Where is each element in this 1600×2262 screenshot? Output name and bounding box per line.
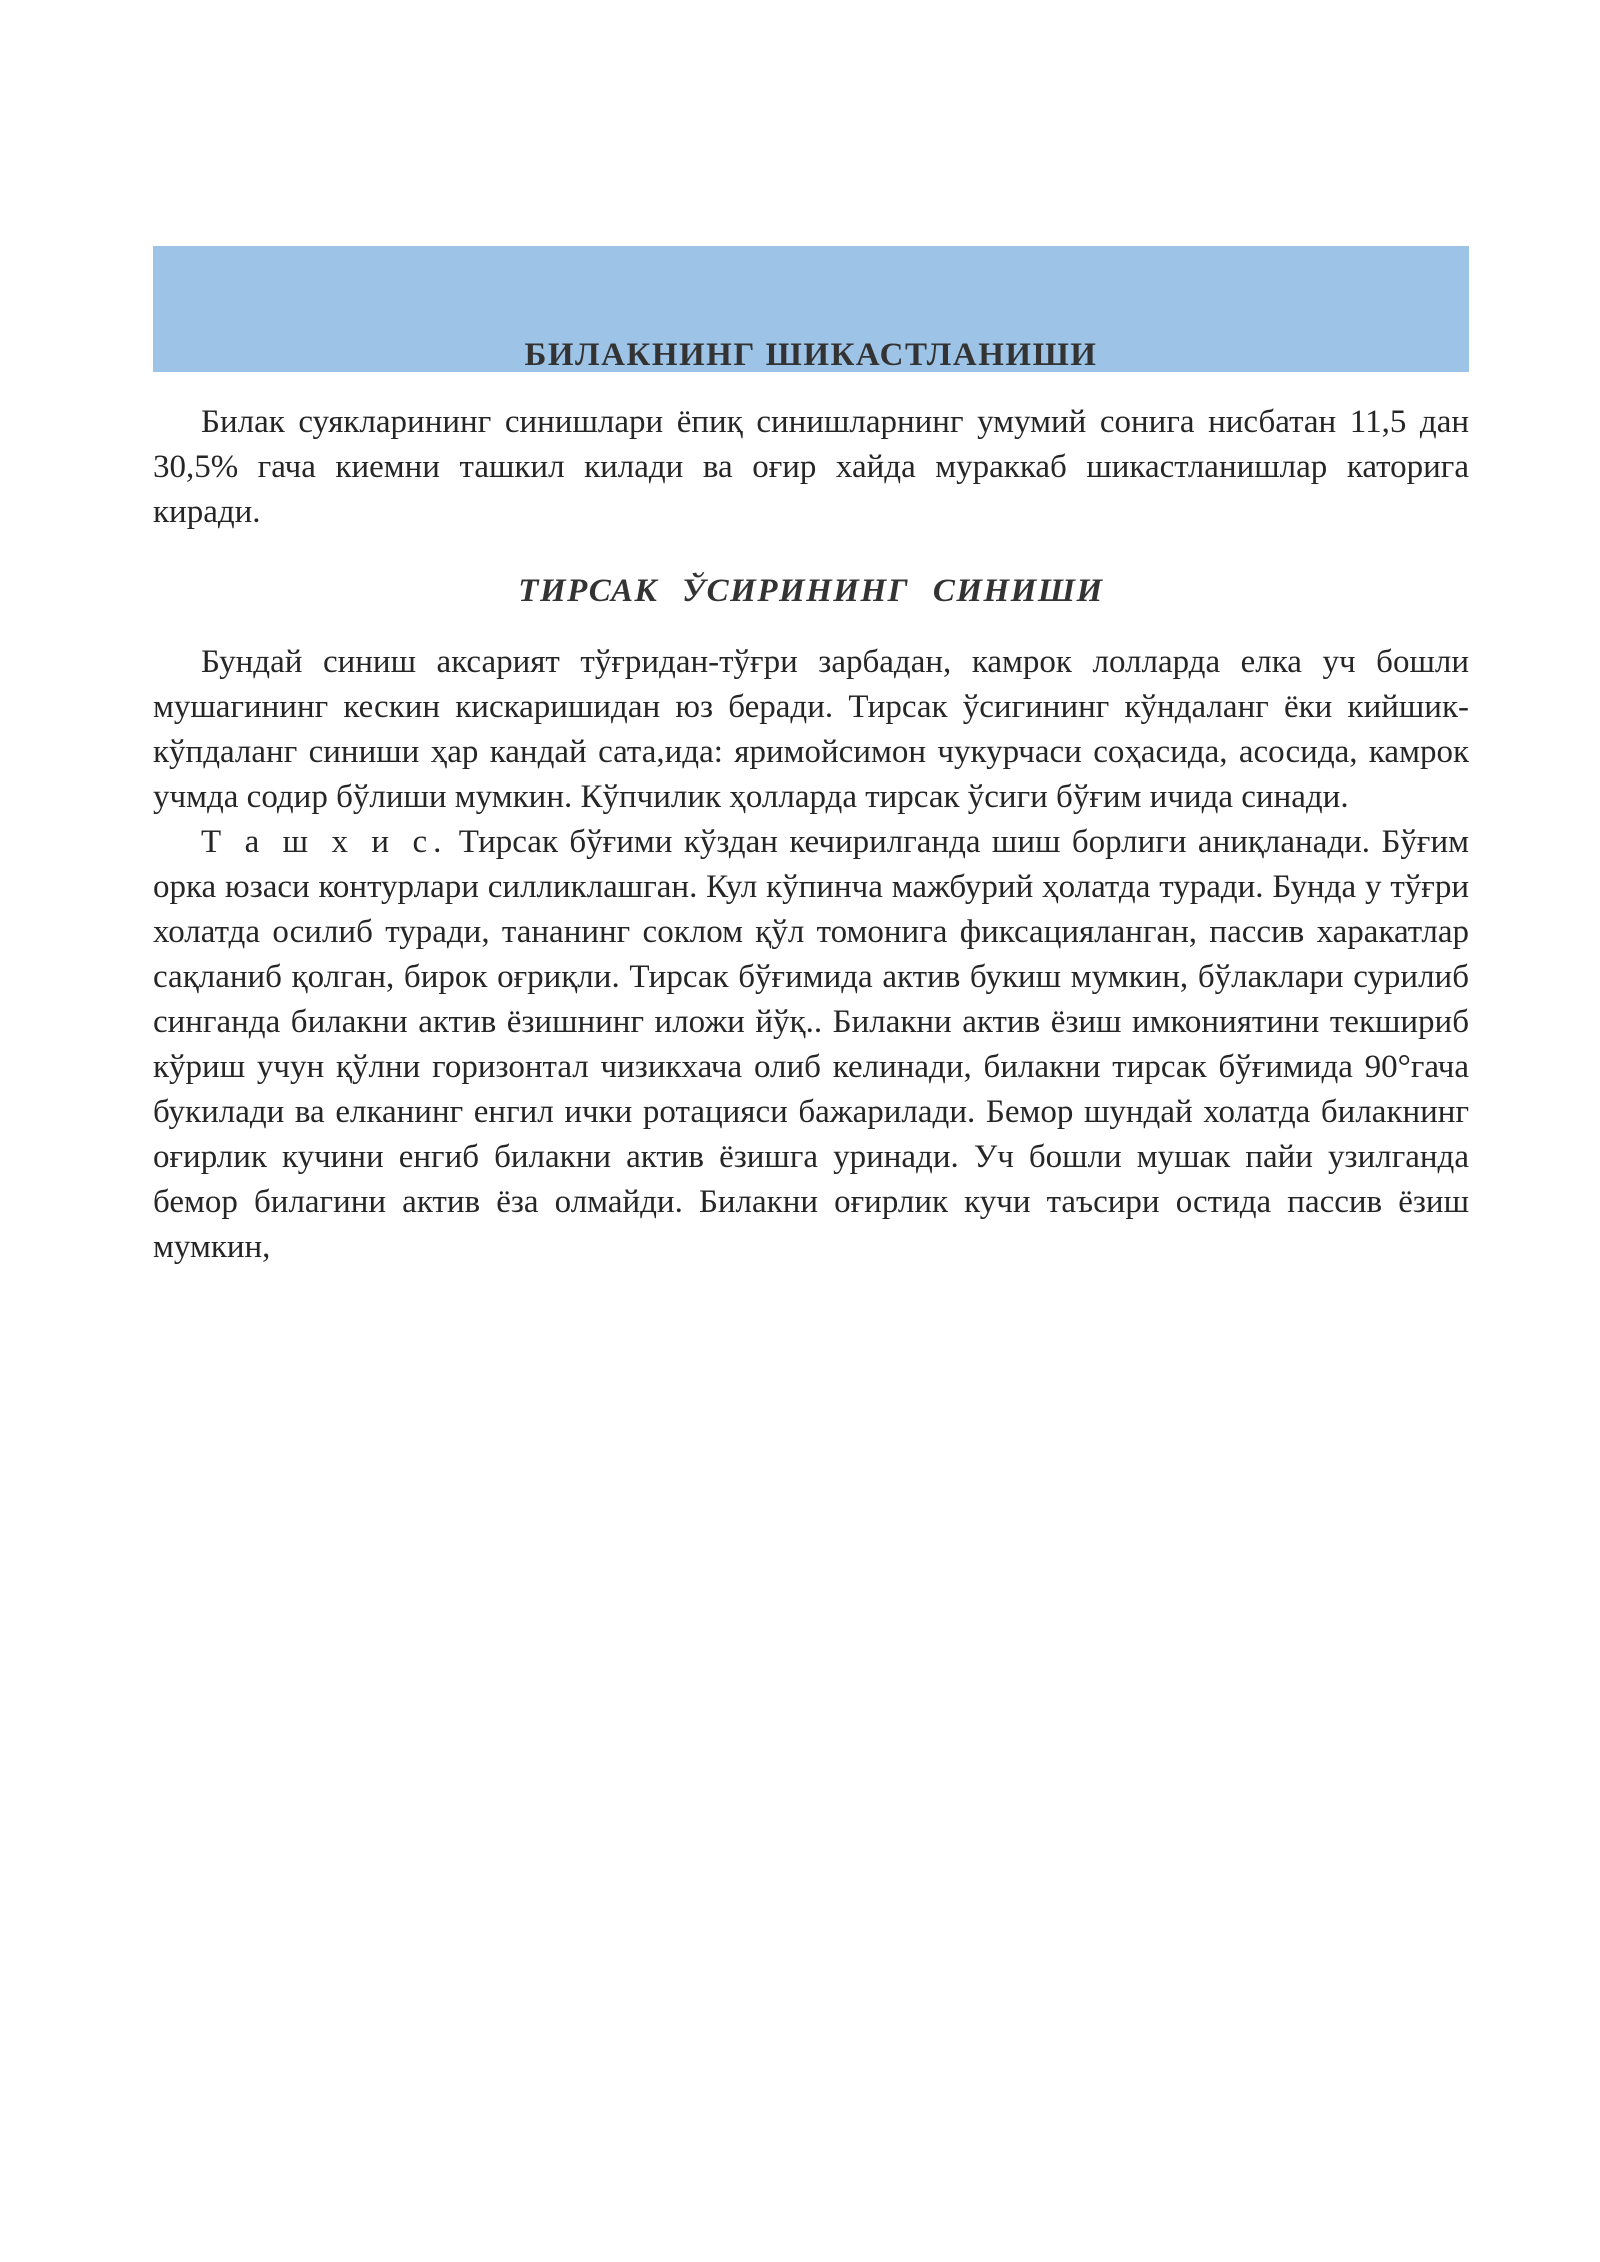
page-content <box>153 246 1469 1270</box>
section-heading: ТИРСАК ЎСИРИНИНГ СИНИШИ <box>518 573 1104 609</box>
document-title: БИЛАКНИНГ ШИКАСТЛАНИШИ <box>524 337 1098 373</box>
title-band <box>153 246 1469 372</box>
section-paragraph: Бундай синиш аксарият тўғридан-тўғри зарбадан, камрок лолларда елка уч бошли мушагининг кескин кискаришидан юз беради. Тирсак ўсигининг кўндаланг ёки кийшик-кўпдаланг синиши ҳар кандай сата,ида: яримойсимон чукурчаси соҳасида, асосида, камрок учмда содир бўлиши мумкин. Кўпчилик ҳолларда тирсак ўсиги бўғим ичида синади. <box>153 644 1469 815</box>
intro-paragraph: Билак суякларининг синишлари ёпиқ синишларнинг умумий сонига нисбатан 11,5 дан 30,5% гача киемни ташкил килади ва оғир хайда мураккаб шикастланишлар каторига киради. <box>153 404 1469 530</box>
diagnosis-lead: Т а ш х и с. <box>201 824 448 860</box>
diagnosis-text: Тирсак бўғими кўздан кечирилганда шиш борлиги аниқланади. Бўғим орка юзаси контурлари силликлашган. Кул кўпинча мажбурий ҳолатда туради. Бунда у тўғри холатда осилиб туради, тананинг соклом қўл томонига фиксацияланган, пассив харакатлар сақланиб қолган, бирок оғриқли. Тирсак бўғимида актив букиш мумкин, бўлаклари сурилиб синганда билакни актив ёзишнинг иложи йўқ.. Билакни актив ёзиш имкониятини текшириб кўриш учун қўлни горизонтал чизикхача олиб келинади, билакни тирсак бўғимида 90°гача букилади ва елканинг енгил ички ротацияси бажарилади. Бемор шундай холатда билакнинг оғирлик кучини енгиб билакни актив ёзишга уринади. Уч бошли мушак пайи узилганда бемор билагини актив ёза олмайди. Билакни оғирлик кучи таъсири остида пассив ёзиш мумкин, <box>153 824 1469 1265</box>
diagnosis-paragraph <box>153 820 1469 1270</box>
